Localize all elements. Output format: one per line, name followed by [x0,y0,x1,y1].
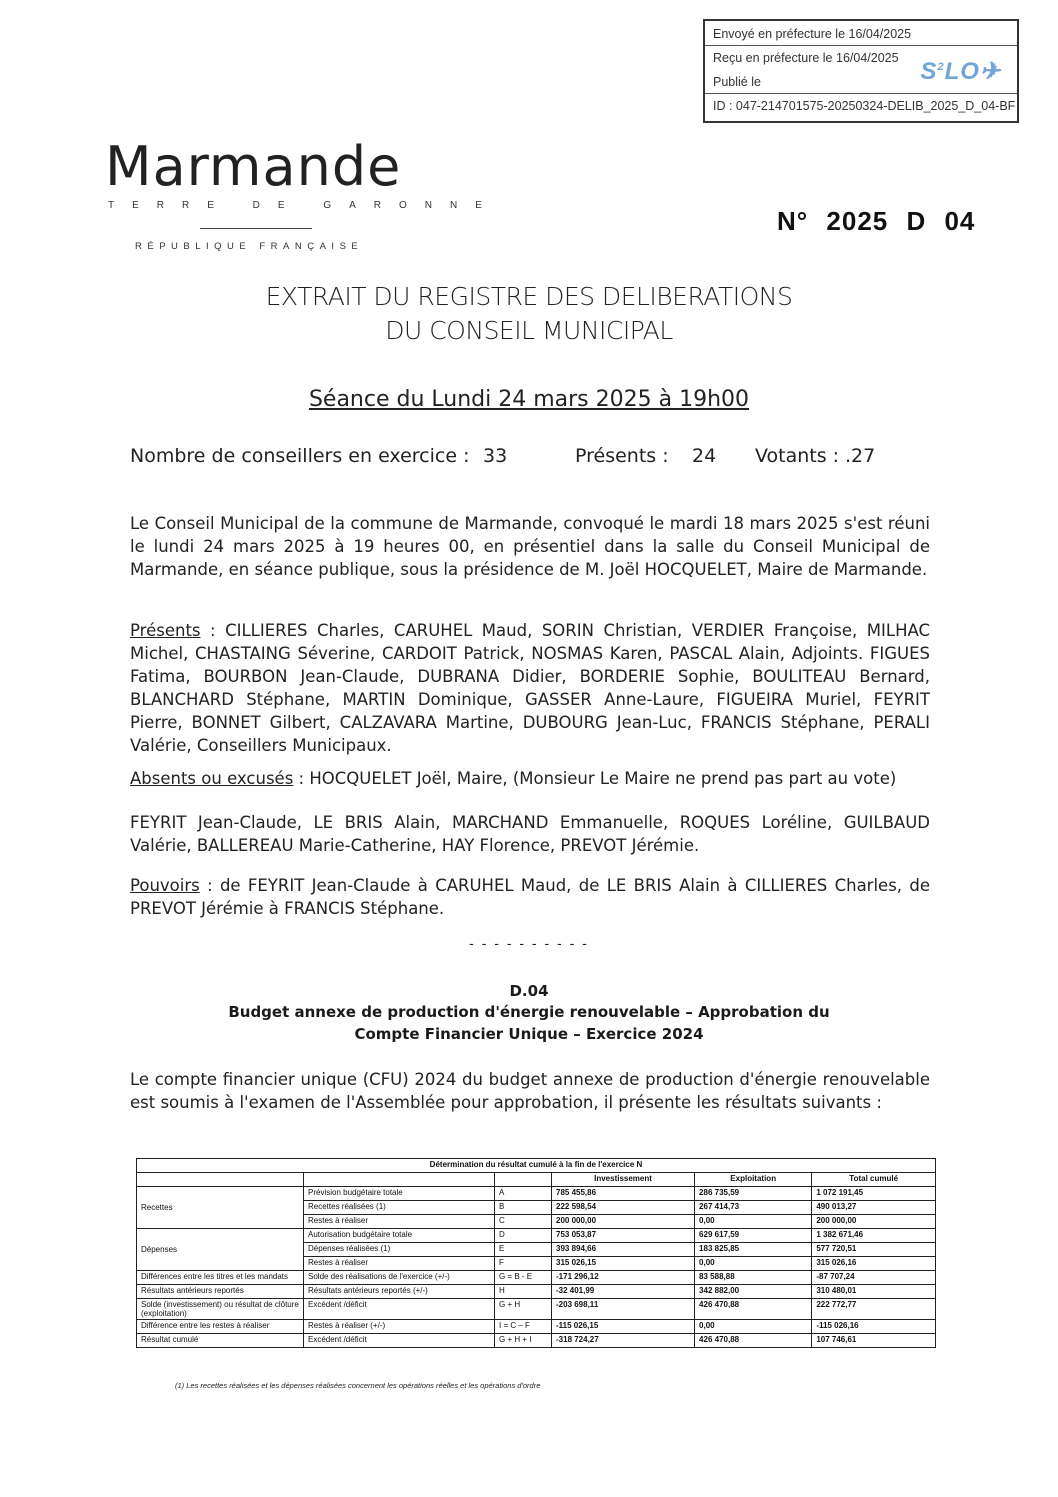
plane-icon: ✈ [979,58,1001,85]
cell-exp: 426 470,88 [695,1299,812,1320]
stamp-received: Reçu en préfecture le 16/04/2025 [713,51,899,65]
s2lo-sup: 2 [937,61,945,73]
presents-value: 24 [692,445,717,467]
cell-total: 490 013,27 [812,1201,936,1215]
cell-inv: -32 401,99 [552,1285,695,1299]
pouvoirs-paragraph [130,874,930,920]
cell-total: 1 382 671,46 [812,1229,936,1243]
row-code: G + H + I [495,1334,552,1348]
row-code: D [495,1229,552,1243]
cell-total: 1 072 191,45 [812,1187,936,1201]
stamp-id: ID : 047-214701575-20250324-DELIB_2025_D_04-BF [713,99,1016,113]
section-separator: - - - - - - - - - - [469,935,589,951]
cell-inv: 785 455,86 [552,1187,695,1201]
cell-exp: 0,00 [695,1320,812,1334]
doc-title-line1: EXTRAIT DU REGISTRE DES DELIBERATIONS [265,282,793,311]
row-label: Solde des réalisations de l'exercice (+/-) [304,1271,495,1285]
row-label: Excédent /déficit [304,1334,495,1348]
cell-exp: 267 414,73 [695,1201,812,1215]
row-label: Restes à réaliser (+/-) [304,1320,495,1334]
cell-total: 107 746,61 [812,1334,936,1348]
row-code: A [495,1187,552,1201]
exercice-label: Nombre de conseillers en exercice : [130,445,470,467]
votants-value: .27 [845,445,876,467]
logo-divider [200,228,312,229]
absents-paragraph [130,767,930,790]
cell-total: 577 720,51 [812,1243,936,1257]
table-footnote: (1) Les recettes réalisées et les dépenses réalisées concernent les opérations réelles et les opérations d'ordre [175,1381,541,1390]
cell-exp: 629 617,59 [695,1229,812,1243]
cell-inv: 315 026,15 [552,1257,695,1271]
cell-inv: -115 026,15 [552,1320,695,1334]
table-row [137,1187,936,1201]
cell-exp: 0,00 [695,1215,812,1229]
col-investissement: Investissement [552,1173,695,1187]
table-caption: Détermination du résultat cumulé à la fin de l'exercice N [137,1159,936,1173]
cell-inv: 200 000,00 [552,1215,695,1229]
row-code: G + H [495,1299,552,1320]
cell-inv: 753 053,87 [552,1229,695,1243]
cell-exp: 0,00 [695,1257,812,1271]
presents-label: Présents : [575,445,669,467]
table-row [137,1271,936,1285]
cell-total: 315 026,16 [812,1257,936,1271]
group-recettes: Recettes [137,1187,304,1229]
cell-inv: 393 894,66 [552,1243,695,1257]
cell-inv: -203 698,11 [552,1299,695,1320]
deliberation-body: Le compte financier unique (CFU) 2024 du budget annexe de production d'énergie renouvelable est soumis à l'examen de l'Assemblée pour approbation, il présente les résultats suivants : [130,1070,930,1112]
cell-exp: 286 735,59 [695,1187,812,1201]
row-label: Prévision budgétaire totale [304,1187,495,1201]
row-group: Différence entre les restes à réaliser [137,1320,304,1334]
cell-total: 200 000,00 [812,1215,936,1229]
exercice-value: 33 [483,445,508,467]
deliberation-number: N° 2025 D 04 [777,206,976,236]
pouvoirs-text: : de FEYRIT Jean-Claude à CARUHEL Maud, de LE BRIS Alain à CILLIERES Charles, de PREVOT Jérémie à FRANCIS Stéphane. [130,876,930,918]
deliberation-code: D.04 [509,982,549,1000]
cfu-results-table [136,1158,936,1348]
row-code: C [495,1215,552,1229]
table-row [137,1285,936,1299]
row-code: I = C – F [495,1320,552,1334]
pouvoirs-label: Pouvoirs [130,876,200,895]
cell-exp: 426 470,88 [695,1334,812,1348]
table-row [137,1229,936,1243]
row-code: B [495,1201,552,1215]
row-label: Excédent /déficit [304,1299,495,1320]
presents-paragraph [130,619,930,757]
cell-total: 310 480,01 [812,1285,936,1299]
group-depenses: Dépenses [137,1229,304,1271]
absents-text: : HOCQUELET Joël, Maire, (Monsieur Le Maire ne prend pas part au vote) [293,769,897,788]
row-code: G = B - E [495,1271,552,1285]
republique-francaise: RÉPUBLIQUE FRANÇAISE [135,241,364,252]
cell-total: -87 707,24 [812,1271,936,1285]
cell-exp: 83 588,88 [695,1271,812,1285]
cell-inv: -318 724,27 [552,1334,695,1348]
row-group: Résultat cumulé [137,1334,304,1348]
stamp-sent: Envoyé en préfecture le 16/04/2025 [713,27,912,41]
stamp-published: Publié le [713,75,761,89]
row-group: Résultats antérieurs reportés [137,1285,304,1299]
row-group: Différences entre les titres et les mandats [137,1271,304,1285]
row-code: H [495,1285,552,1299]
seance-text: Séance du Lundi 24 mars 2025 à 19h00 [308,387,750,412]
row-label: Recettes réalisées (1) [304,1201,495,1215]
row-label: Autorisation budgétaire totale [304,1229,495,1243]
logo-tagline: TERRE DE GARONNE [108,200,500,211]
presents-list: : CILLIERES Charles, CARUHEL Maud, SORIN Christian, VERDIER Françoise, MILHAC Michel, CHASTAING Séverine, CARDOIT Patrick, NOSMAS Karen, PASCAL Alain, Adjoints. FIGUES Fatima, BOURBON Jean-Claude, DUBRANA Didier, BORDERIE Sophie, BOULITEAU Bernard, BLANCHARD Stéphane, MARTIN Dominique, GASSER Anne-Laure, FIGUEIRA Muriel, FEYRIT Pierre, BONNET Gilbert, CALZAVARA Martine, DUBOURG Jean-Luc, FRANCIS Stéphane, PERALI Valérie, Conseillers Municipaux. [130,621,930,755]
table-row [137,1299,936,1320]
s2lo-logo [920,57,1001,86]
seance-date [0,387,1058,412]
col-total: Total cumulé [812,1173,936,1187]
absents-list: FEYRIT Jean-Claude, LE BRIS Alain, MARCHAND Emmanuelle, ROQUES Loréline, GUILBAUD Valérie, BALLEREAU Marie-Catherine, HAY Florence, PREVOT Jérémie. [130,813,930,855]
cell-exp: 183 825,85 [695,1243,812,1257]
cell-inv: 222 598,54 [552,1201,695,1215]
row-code: E [495,1243,552,1257]
row-label: Résultats antérieurs reportés (+/-) [304,1285,495,1299]
row-group: Solde (investissement) ou résultat de clôture (exploitation) [137,1299,304,1320]
row-label: Dépenses réalisées (1) [304,1243,495,1257]
presents-label: Présents [130,621,201,640]
marmande-logo: Marmande [105,135,402,198]
row-code: F [495,1257,552,1271]
col-exploitation: Exploitation [695,1173,812,1187]
cell-exp: 342 882,00 [695,1285,812,1299]
s2lo-s: S [920,58,938,85]
cell-inv: -171 296,12 [552,1271,695,1285]
row-label: Restes à réaliser [304,1257,495,1271]
s2lo-tail: LO [944,58,980,85]
table-row [137,1320,936,1334]
cell-total: -115 026,16 [812,1320,936,1334]
table-row [137,1334,936,1348]
deliberation-title1: Budget annexe de production d'énergie renouvelable – Approbation du [228,1003,830,1021]
doc-title-line2: DU CONSEIL MUNICIPAL [385,316,673,345]
row-label: Restes à réaliser [304,1215,495,1229]
cell-total: 222 772,77 [812,1299,936,1320]
prefecture-stamp [703,19,1019,123]
votants-label: Votants : [755,445,840,467]
deliberation-title2: Compte Financier Unique – Exercice 2024 [354,1025,704,1043]
intro-paragraph: Le Conseil Municipal de la commune de Marmande, convoqué le mardi 18 mars 2025 s'est réuni le lundi 24 mars 2025 à 19 heures 00, en présentiel dans la salle du Conseil Municipal de Marmande, en séance publique, sous la présidence de M. Joël HOCQUELET, Maire de Marmande. [130,514,930,579]
absents-label: Absents ou excusés [130,769,294,788]
